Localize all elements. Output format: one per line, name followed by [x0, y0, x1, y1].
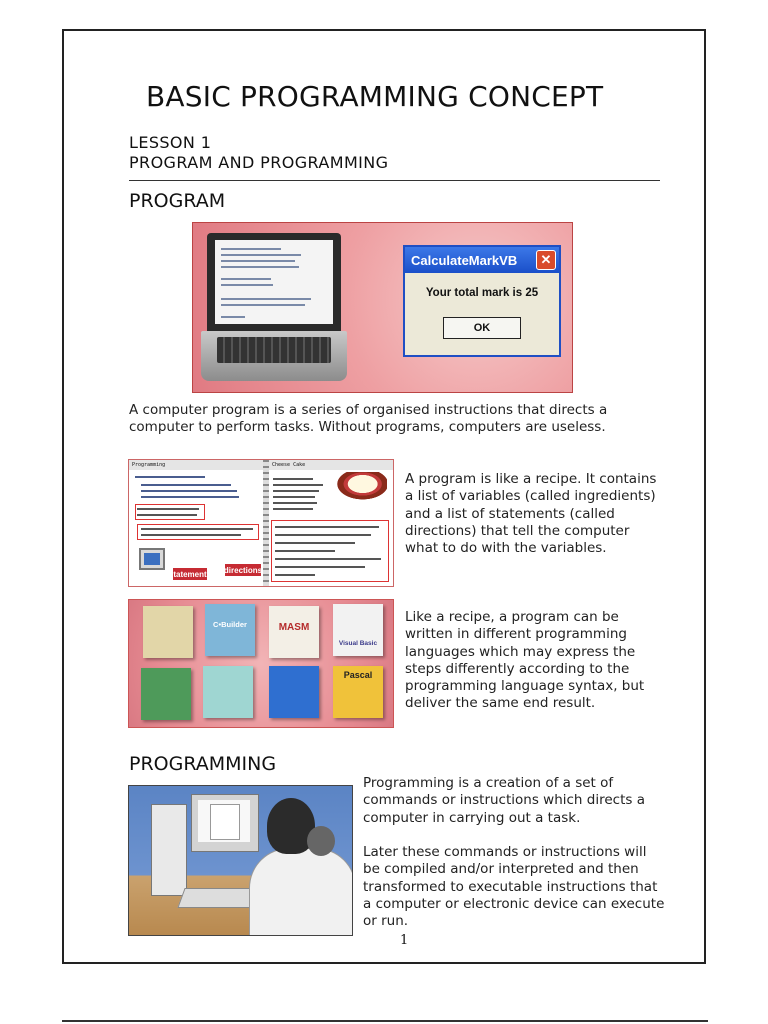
- book-cover: [143, 606, 193, 658]
- paragraph-line: or run.: [363, 913, 409, 930]
- title-divider: [129, 180, 660, 181]
- program-heading: PROGRAM: [129, 190, 226, 212]
- laptop-icon: [207, 233, 341, 331]
- book-cover: Pascal: [333, 666, 383, 718]
- dialog-title: CalculateMarkVB: [411, 252, 518, 268]
- statements-tag: statements: [168, 569, 212, 579]
- book-cover: [141, 668, 191, 720]
- paragraph-line: programming language syntax, but: [405, 678, 645, 695]
- dialog-titlebar: [405, 247, 559, 273]
- programming-definition: [363, 775, 703, 827]
- laptop-dialog-illustration: [192, 222, 573, 393]
- book-cover: [269, 666, 319, 718]
- cheesecake-icon: [333, 472, 387, 502]
- paragraph-line: written in different programming: [405, 626, 627, 643]
- paragraph-line: what to do with the variables.: [405, 540, 607, 557]
- compile-paragraph: [363, 844, 708, 930]
- code-recipe-illustration: [128, 459, 394, 587]
- monitor-icon: [191, 794, 259, 852]
- paragraph-line: computer in carrying out a task.: [363, 809, 581, 826]
- page-number: 1: [400, 933, 409, 948]
- monitor-icon: [139, 548, 165, 570]
- languages-paragraph: [405, 609, 675, 713]
- book-cover: Visual Basic: [333, 604, 383, 656]
- paragraph-line: steps differently according to the: [405, 660, 630, 677]
- person-at-computer-illustration: [128, 785, 353, 936]
- recipe-panel-title: Cheese Cake: [269, 460, 394, 470]
- paragraph-line: a computer or electronic device can execute: [363, 895, 665, 912]
- paragraph-line: commands or instructions which directs a: [363, 792, 645, 809]
- book-cover: MASM: [269, 606, 319, 658]
- recipe-analogy: [405, 471, 675, 557]
- directions-tag: directions: [223, 565, 263, 575]
- paragraph-line: be compiled and/or interpreted and then: [363, 861, 639, 878]
- paragraph-line: directions) that tell the computer: [405, 522, 630, 539]
- document-title: BASIC PROGRAMMING CONCEPT: [146, 80, 604, 113]
- book-cover: C•Builder: [205, 604, 255, 656]
- book-cover: [203, 666, 253, 718]
- paragraph-line: and a list of statements (called: [405, 505, 615, 522]
- paragraph-line: A computer program is a series of organised instructions that directs a: [129, 402, 608, 418]
- programming-heading: PROGRAMMING: [129, 753, 277, 775]
- laptop-keyboard: [201, 331, 347, 381]
- paragraph-line: Later these commands or instructions will: [363, 844, 647, 860]
- lesson-title: PROGRAM AND PROGRAMMING: [129, 153, 389, 172]
- program-definition: [129, 402, 649, 437]
- paragraph-line: transformed to executable instructions that: [363, 878, 658, 895]
- lesson-number: LESSON 1: [129, 133, 212, 152]
- paragraph-line: a list of variables (called ingredients): [405, 488, 656, 505]
- computer-tower-icon: [151, 804, 187, 896]
- paragraph-line: languages which may express the: [405, 643, 636, 660]
- bottom-rule: [62, 1020, 708, 1022]
- code-panel-title: Programming: [129, 460, 263, 470]
- dialog-message: Your total mark is 25: [425, 287, 539, 299]
- paragraph-line: Like a recipe, a program can be: [405, 609, 619, 625]
- paragraph-line: deliver the same end result.: [405, 695, 596, 712]
- code-panel: [129, 460, 263, 586]
- person-body: [249, 848, 353, 936]
- programming-books-illustration: [128, 599, 394, 728]
- message-dialog: [403, 245, 561, 357]
- headphones-icon: [307, 826, 335, 856]
- close-icon: ✕: [536, 250, 556, 270]
- ok-button: OK: [443, 317, 521, 339]
- paragraph-line: Programming is a creation of a set of: [363, 775, 614, 791]
- paragraph-line: A program is like a recipe. It contains: [405, 471, 657, 487]
- paragraph-line: computer to perform tasks. Without programs, computers are useless.: [129, 419, 606, 436]
